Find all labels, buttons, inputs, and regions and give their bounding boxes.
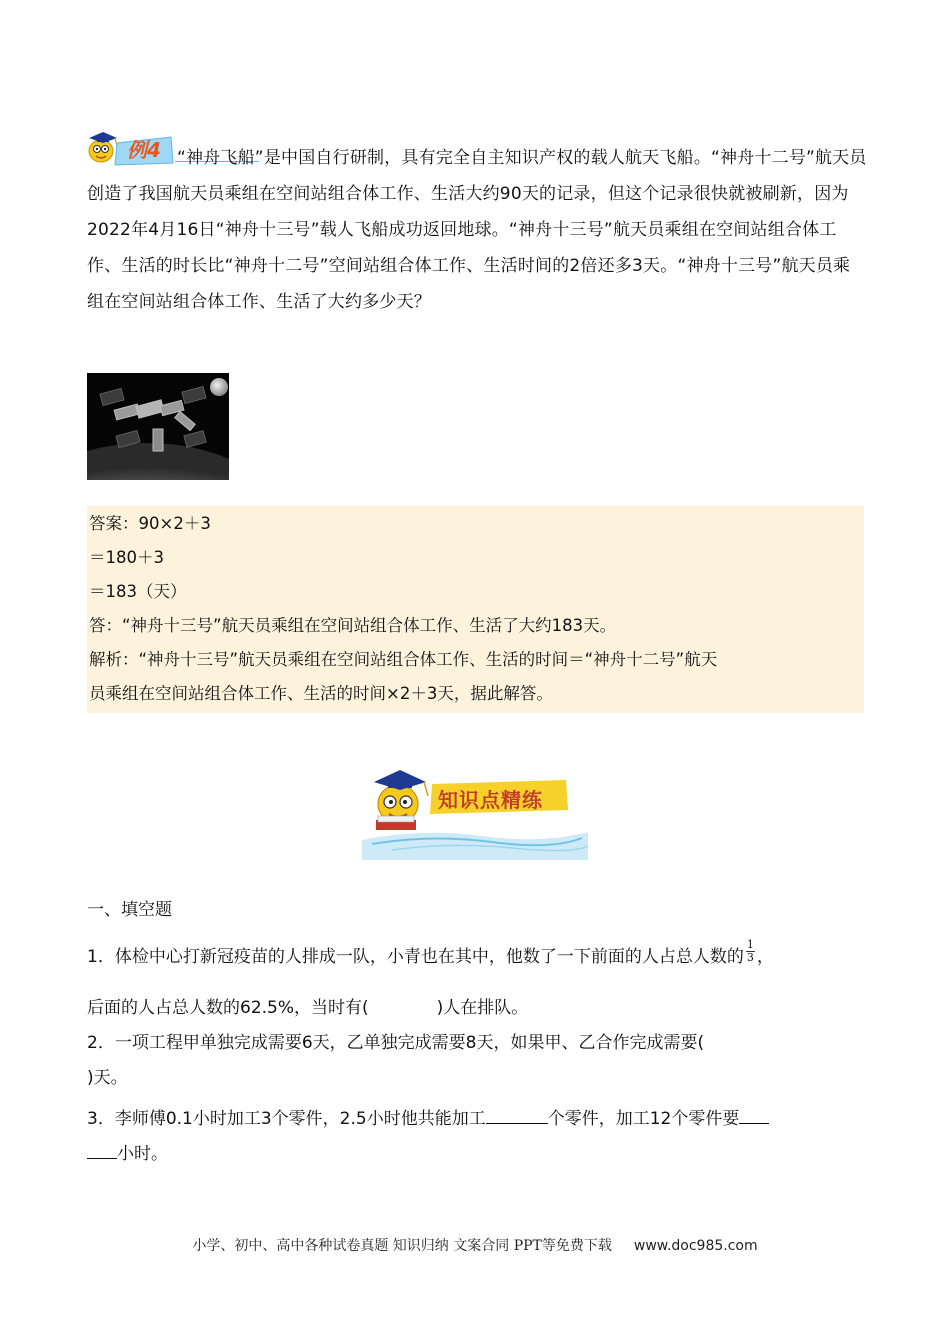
question-1-text-2b: )人在排队。 (436, 998, 529, 1018)
fraction-denominator: 3 (746, 950, 754, 964)
question-3-blank-2b[interactable] (87, 1140, 117, 1159)
example-badge-label: 例4 (127, 138, 161, 162)
section-title: 一、填空题 (87, 900, 172, 920)
question-1-line-2 (87, 993, 528, 1023)
question-3-text-3: 小时。 (117, 1144, 168, 1164)
example-problem-text: “神舟飞船”是中国自行研制，具有完全自主知识产权的载人航天飞船。“神舟十二号”航天员创造了我国航天员乘组在空间站组合体工作、生活大约90天的记录，但这个记录很快就被刷新，因为2022年4月16日“神舟十三号”载人飞船成功返回地球。“神舟十三号”航天员乘组在空间站组合体工作、生活的时长比“神舟十二号”空间站组合体工作、生活时间的2倍还多3天。“神舟十三号”航天员乘组在空间站组合体工作、生活了大约多少天？ (87, 148, 867, 312)
question-1-comma: ， (756, 947, 774, 967)
answer-equation: 答案：90×2＋3 (89, 514, 211, 533)
knowledge-banner (362, 758, 588, 860)
answer-box (87, 506, 864, 713)
analysis-line-2: 员乘组在空间站组合体工作、生活的时间×2＋3天，据此解答。 (89, 684, 553, 703)
space-station-photo (87, 373, 229, 480)
answer-step-1: ＝180＋3 (89, 548, 164, 567)
question-3-text-1: 3．李师傅0.1小时加工3个零件，2.5小时他共能加工 (87, 1109, 486, 1129)
footer-url[interactable]: www.doc985.com (633, 1238, 758, 1254)
question-3-blank-2a[interactable] (739, 1105, 769, 1124)
analysis-line-1: 解析：“神舟十三号”航天员乘组在空间站组合体工作、生活的时间＝“神舟十二号”航天 (89, 650, 718, 669)
question-1-fraction (746, 939, 755, 964)
answer-step-2: ＝183（天） (89, 582, 187, 601)
question-2-line-2: )天。 (87, 1068, 128, 1088)
question-2-line-1: 2．一项工程甲单独完成需要6天，乙单独完成需要8天，如果甲、乙合作完成需要( (87, 1033, 705, 1053)
question-3-line-1 (87, 1104, 769, 1134)
fraction-numerator: 1 (746, 937, 754, 951)
question-1-line-1 (87, 937, 774, 972)
question-3-text-2: 个零件，加工12个零件要 (547, 1109, 740, 1129)
question-3-blank-1[interactable] (486, 1105, 548, 1124)
knowledge-banner-label: 知识点精练 (438, 788, 543, 812)
question-3-line-2 (87, 1139, 168, 1169)
question-1-text-2a: 后面的人占总人数的62.5%，当时有( (87, 998, 369, 1018)
question-1-text: 1．体检中心打新冠疫苗的人排成一队，小青也在其中，他数了一下前面的人占总人数的 (87, 947, 744, 967)
footer-text: 小学、初中、高中各种试卷真题 知识归纳 文案合同 PPT等免费下载 (192, 1238, 612, 1254)
page-footer (0, 1236, 950, 1256)
answer-statement: 答：“神舟十三号”航天员乘组在空间站组合体工作、生活了大约183天。 (89, 616, 617, 635)
